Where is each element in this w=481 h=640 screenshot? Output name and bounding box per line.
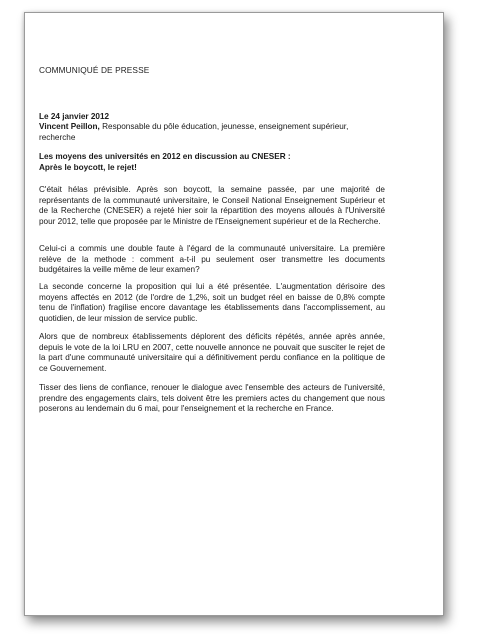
document-title [39,152,385,173]
document-header-label: COMMUNIQUÉ DE PRESSE [39,65,150,75]
title-line-2: Après le boycott, le rejet! [39,162,137,172]
document-author [39,122,385,143]
paragraph-4: Alors que de nombreux établissements déplorent des déficits répétés, année après année, depuis le vote de la loi LRU en 2007, cette nouvelle annonce ne pouvait que susciter le rejet de la part d'une communauté universitaire qui a définitivement perdu confiance en la politique de ce Gouvernement. [39,332,385,373]
title-line-1: Les moyens des universités en 2012 en discussion au CNESER : [39,152,291,161]
document-date: Le 24 janvier 2012 [39,112,110,121]
author-role: Responsable du pôle éducation, jeunesse, enseignement supérieur, recherche [39,122,349,142]
paragraph-5: Tisser des liens de confiance, renouer le dialogue avec l'ensemble des acteurs de l'université, prendre des engagements clairs, tels doivent être les premiers actes du changement que nous poserons au lendemain du 6 mai, pour l'enseignement et la recherche en France. [39,383,385,413]
paragraph-2: Celui-ci a commis une double faute à l'égard de la communauté universitaire. La première relève de la methode : comment a-t-il pu seulement oser transmettre les documents budgétaires la veille même de leur examen? [39,244,385,274]
paragraph-3: La seconde concerne la proposition qui lui a été présentée. L'augmentation dérisoire des moyens affectés en 2012 (de l'ordre de 1,2%, soit un budget réel en baisse de 0,8% compte tenu de l'inflation) fragilise encore davantage les établissements dans l'accomplissement, au quotidien, de leur mission de service public. [39,282,385,323]
author-name: Vincent Peillon, [39,122,100,131]
paragraph-1: C'était hélas prévisible. Après son boycott, la semaine passée, par une majorité de représentants de la communauté universitaire, le Conseil National Enseignement Supérieur et de la Recherche (CNESER) a rejeté hier soir la répartition des moyens alloués à l'Université pour 2012, telle que proposée par le Ministre de l'Enseignement supérieur et de la Recherche. [39,185,385,226]
